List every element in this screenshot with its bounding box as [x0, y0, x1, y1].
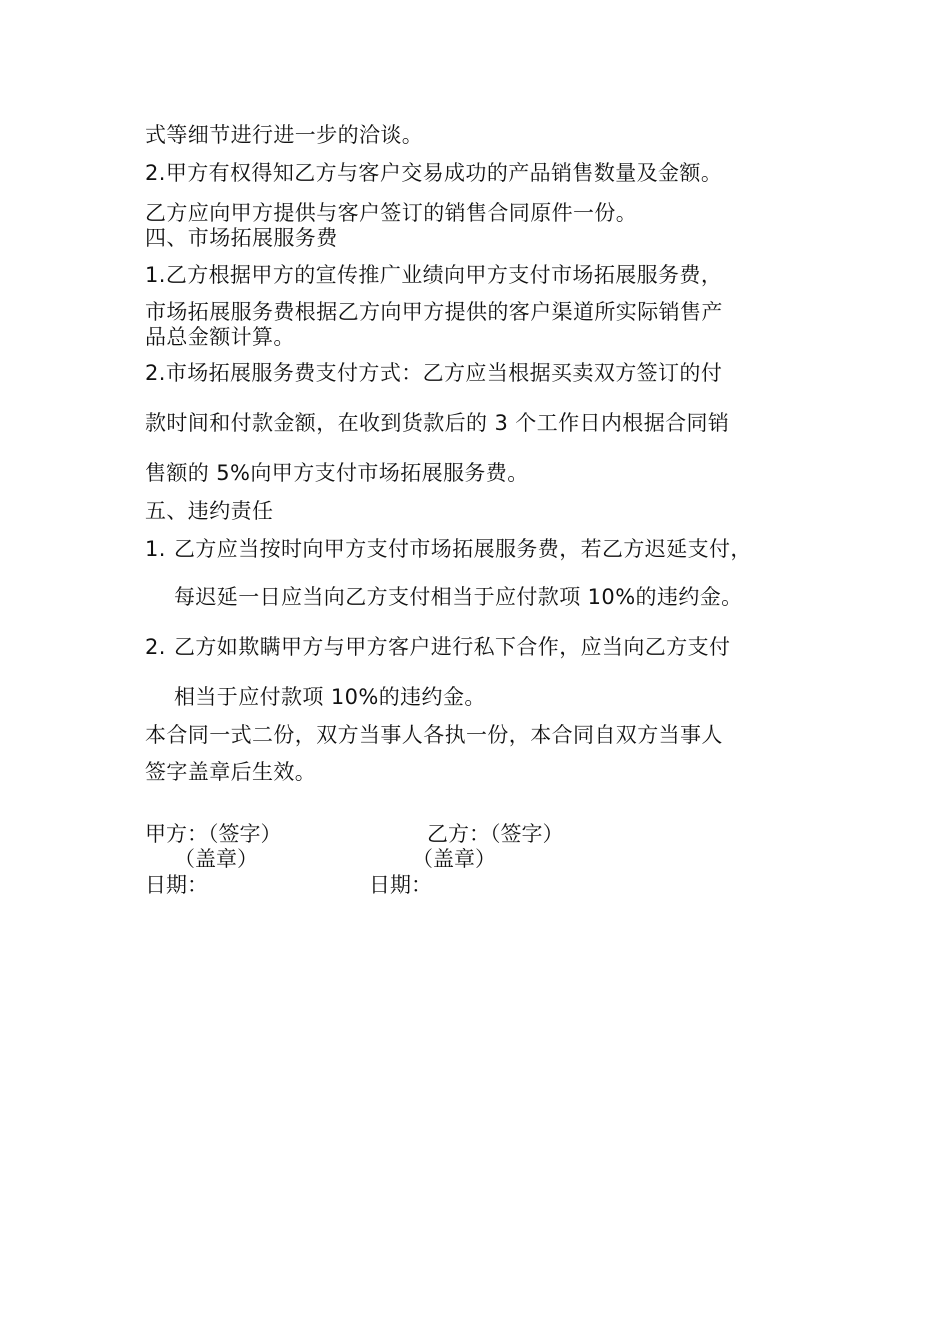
text-line: 2.甲方有权得知乙方与客户交易成功的产品销售数量及金额。 [145, 161, 723, 185]
text-line: 乙方应向甲方提供与客户签订的销售合同原件一份。 [145, 201, 638, 225]
section-heading: 五、违约责任 [145, 499, 274, 523]
list-item [145, 536, 752, 562]
party-b-date-label: 日期： [369, 873, 432, 897]
party-a-signature-label: 甲方：（签字） [145, 822, 282, 846]
list-number: 2. [145, 635, 166, 659]
closing-text: 签字盖章后生效。 [145, 760, 317, 784]
text-line: 售额的 5%向甲方支付市场拓展服务费。 [145, 461, 529, 485]
list-item [145, 634, 730, 660]
party-a-seal-label: （盖章） [174, 847, 258, 871]
closing-text: 本合同一式二份，双方当事人各执一份，本合同自双方当事人 [145, 723, 723, 747]
list-item-text: 乙方应当按时向甲方支付市场拓展服务费，若乙方迟延支付， [174, 537, 752, 561]
party-b-signature-label: 乙方：（签字） [427, 822, 564, 846]
party-a-date-label: 日期： [145, 873, 208, 897]
text-line: 市场拓展服务费根据乙方向甲方提供的客户渠道所实际销售产 [145, 300, 723, 324]
text-line: 式等细节进行进一步的洽谈。 [145, 123, 424, 147]
text-line: 1.乙方根据甲方的宣传推广业绩向甲方支付市场拓展服务费， [145, 263, 723, 287]
list-item-text: 乙方如欺瞒甲方与甲方客户进行私下合作，应当向乙方支付 [174, 635, 731, 659]
text-line: 2.市场拓展服务费支付方式：乙方应当根据买卖双方签订的付 [145, 361, 723, 385]
list-item-continuation: 相当于应付款项 10%的违约金。 [174, 685, 486, 709]
text-line: 品总金额计算。 [145, 325, 295, 349]
list-item-continuation: 每迟延一日应当向乙方支付相当于应付款项 10%的违约金。 [174, 585, 743, 609]
list-number: 1. [145, 537, 166, 561]
section-heading: 四、市场拓展服务费 [145, 226, 338, 250]
text-line: 款时间和付款金额，在收到货款后的 3 个工作日内根据合同销 [145, 411, 730, 435]
party-b-seal-label: （盖章） [412, 847, 496, 871]
